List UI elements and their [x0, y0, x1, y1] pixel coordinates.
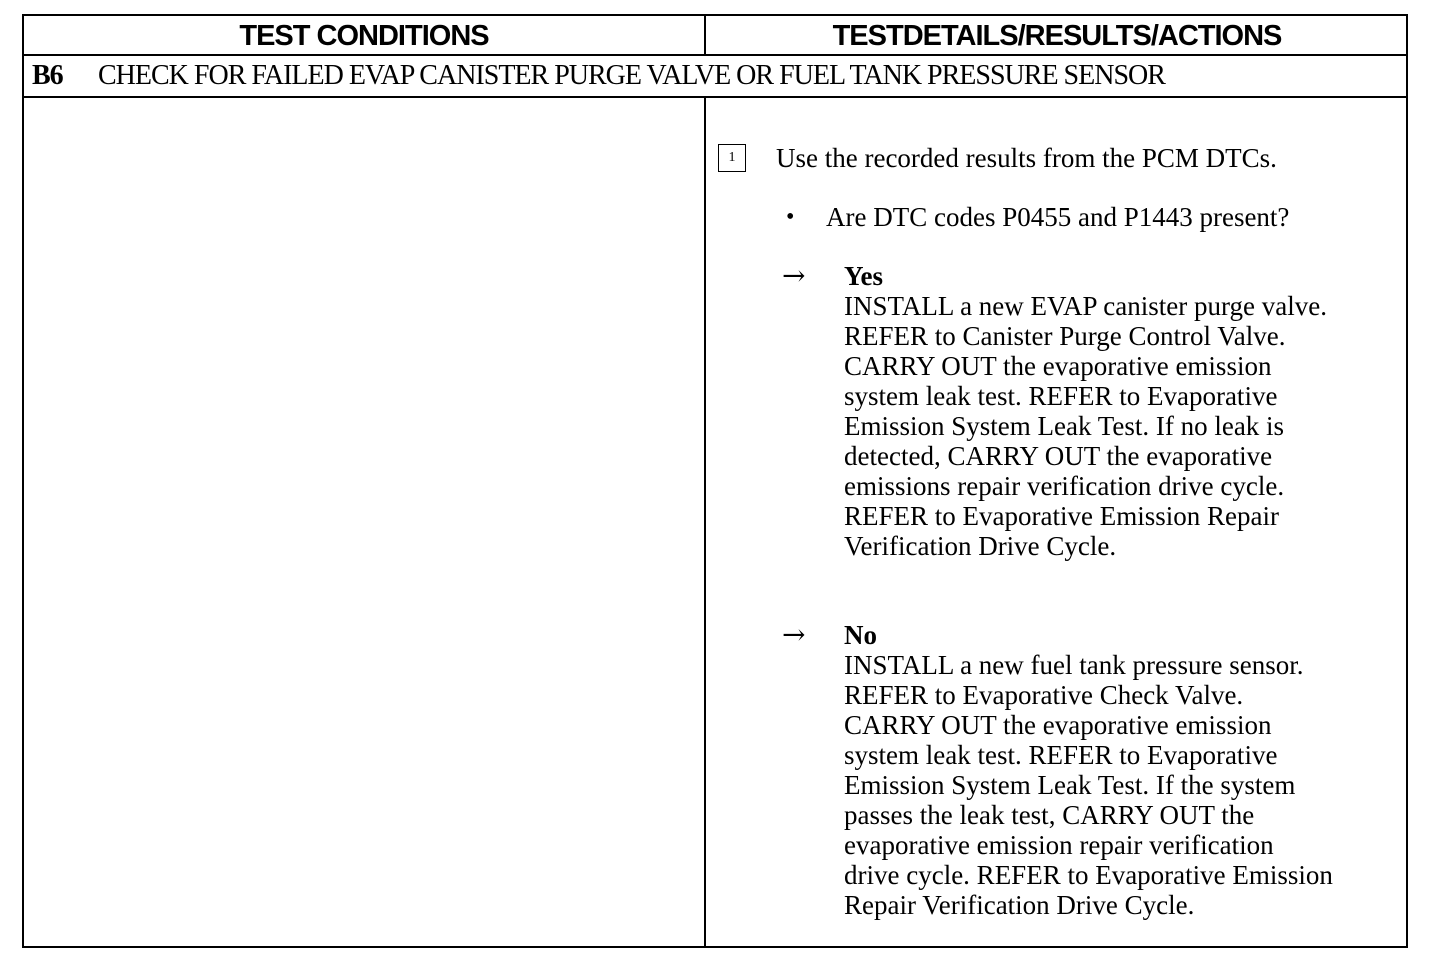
test-conditions-cell [24, 98, 706, 948]
test-details-cell [706, 98, 1406, 948]
header-test-conditions: TEST CONDITIONS [24, 16, 706, 54]
yes-line: CARRY OUT the evaporative emission [844, 351, 1272, 381]
step-number-box: 1 [718, 144, 746, 172]
question-text: Are DTC codes P0455 and P1443 present? [826, 202, 1290, 232]
step-id: B6 [32, 60, 63, 91]
yes-line: Verification Drive Cycle. [844, 531, 1117, 561]
instruction-text: Use the recorded results from the PCM DTCs. [776, 143, 1277, 173]
no-arrow-icon: → [782, 618, 806, 651]
no-line: evaporative emission repair verification [844, 830, 1274, 860]
yes-action-text [844, 291, 1327, 561]
bullet-icon: • [786, 204, 795, 230]
yes-arrow-icon: → [782, 259, 806, 292]
yes-label: Yes [844, 261, 883, 291]
no-line: system leak test. REFER to Evaporative [844, 740, 1278, 770]
yes-line: emissions repair verification drive cycle. [844, 471, 1285, 501]
no-line: Emission System Leak Test. If the system [844, 770, 1296, 800]
no-line: Repair Verification Drive Cycle. [844, 890, 1195, 920]
header-test-details: TESTDETAILS/RESULTS/ACTIONS [832, 20, 1282, 52]
diagnostic-table [22, 14, 1408, 948]
no-line: REFER to Evaporative Check Valve. [844, 680, 1244, 710]
yes-line: detected, CARRY OUT the evaporative [844, 441, 1273, 471]
no-line: INSTALL a new fuel tank pressure sensor. [844, 650, 1304, 680]
no-line: CARRY OUT the evaporative emission [844, 710, 1272, 740]
step-title-row [24, 56, 1406, 98]
yes-line: Emission System Leak Test. If no leak is [844, 411, 1285, 441]
header-row [24, 16, 1406, 56]
yes-line: system leak test. REFER to Evaporative [844, 381, 1278, 411]
yes-line: REFER to Canister Purge Control Valve. [844, 321, 1286, 351]
no-label: No [844, 620, 877, 650]
no-action-text [844, 650, 1333, 920]
yes-line: INSTALL a new EVAP canister purge valve. [844, 291, 1327, 321]
no-line: passes the leak test, CARRY OUT the [844, 800, 1255, 830]
no-line: drive cycle. REFER to Evaporative Emission [844, 860, 1333, 890]
yes-line: REFER to Evaporative Emission Repair [844, 501, 1279, 531]
step-title: CHECK FOR FAILED EVAP CANISTER PURGE VALVE OR FUEL TANK PRESSURE SENSOR [98, 60, 1165, 91]
